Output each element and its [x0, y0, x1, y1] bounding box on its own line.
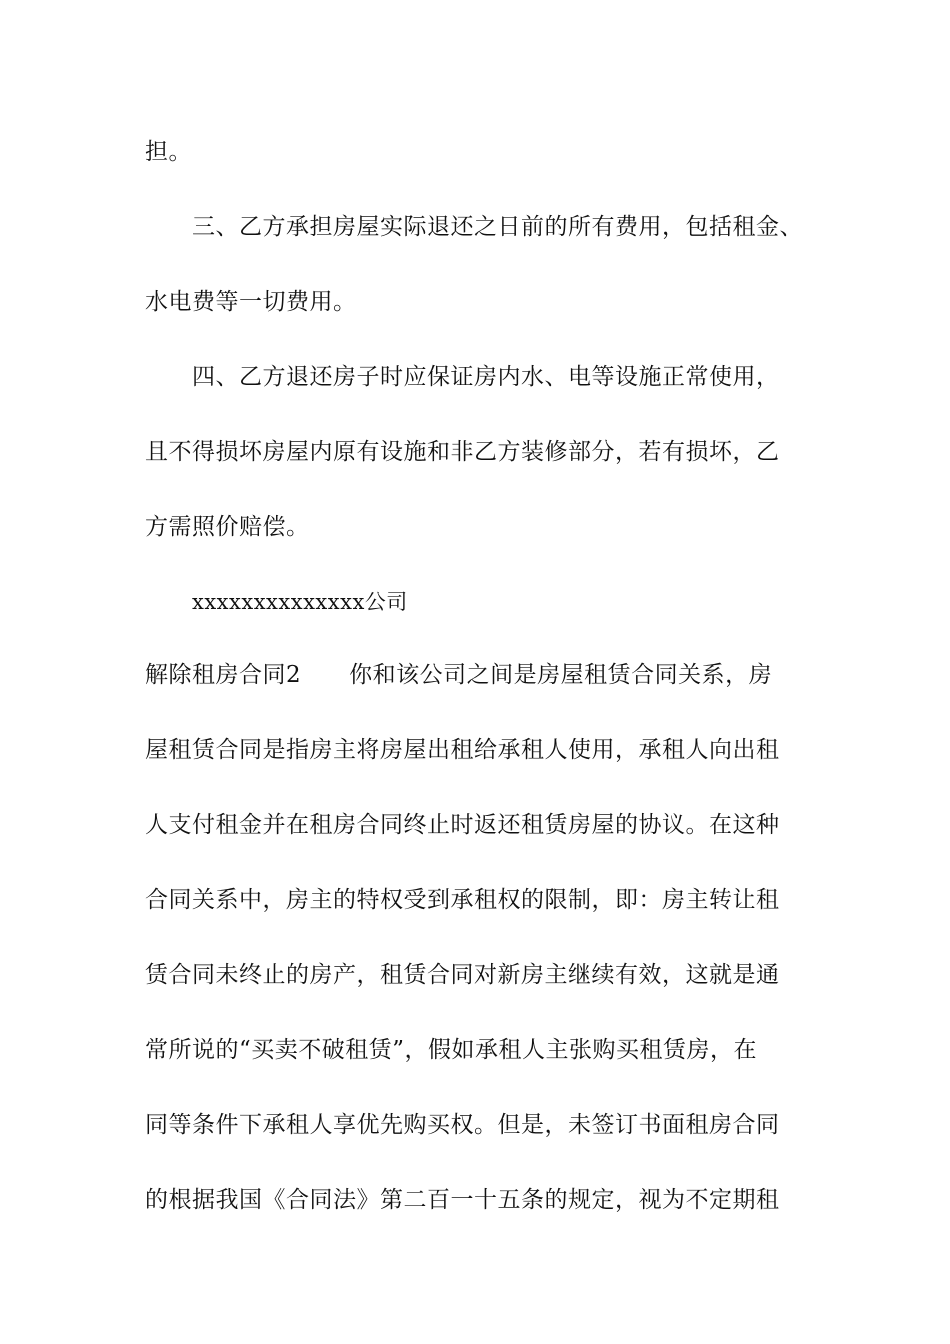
paragraph-line: 三、乙方承担房屋实际退还之日前的所有费用，包括租金、 — [192, 214, 803, 240]
section-first-line: 你和该公司之间是房屋租赁合同关系，房 — [349, 662, 773, 688]
paragraph-line: 合同关系中，房主的特权受到承租权的限制，即：房主转让租 — [145, 887, 780, 913]
paragraph-line: 屋租赁合同是指房主将房屋出租给承租人使用，承租人向出租 — [145, 737, 780, 763]
paragraph-line: 方需照价赔偿。 — [145, 514, 310, 540]
paragraph-line: 四、乙方退还房子时应保证房内水、电等设施正常使用， — [192, 364, 780, 390]
paragraph-line: 同等条件下承租人享优先购买权。但是，未签订书面租房合同 — [145, 1112, 780, 1138]
paragraph-line: 且不得损坏房屋内原有设施和非乙方装修部分，若有损坏，乙 — [145, 439, 780, 465]
paragraph-line: 赁合同未终止的房产，租赁合同对新房主继续有效，这就是通 — [145, 962, 780, 988]
paragraph-line: 水电费等一切费用。 — [145, 289, 357, 315]
section-heading-line — [145, 660, 772, 690]
company-signature: xxxxxxxxxxxxxx公司 — [192, 590, 408, 614]
paragraph-line: 人支付租金并在租房合同终止时返还租赁房屋的协议。在这种 — [145, 812, 780, 838]
paragraph-line: 常所说的“买卖不破租赁”，假如承租人主张购买租赁房，在 — [145, 1037, 758, 1063]
paragraph-line: 担。 — [145, 139, 192, 165]
paragraph-line: 的根据我国《合同法》第二百一十五条的规定，视为不定期租 — [145, 1187, 780, 1213]
section-title: 解除租房合同2 — [145, 662, 302, 688]
